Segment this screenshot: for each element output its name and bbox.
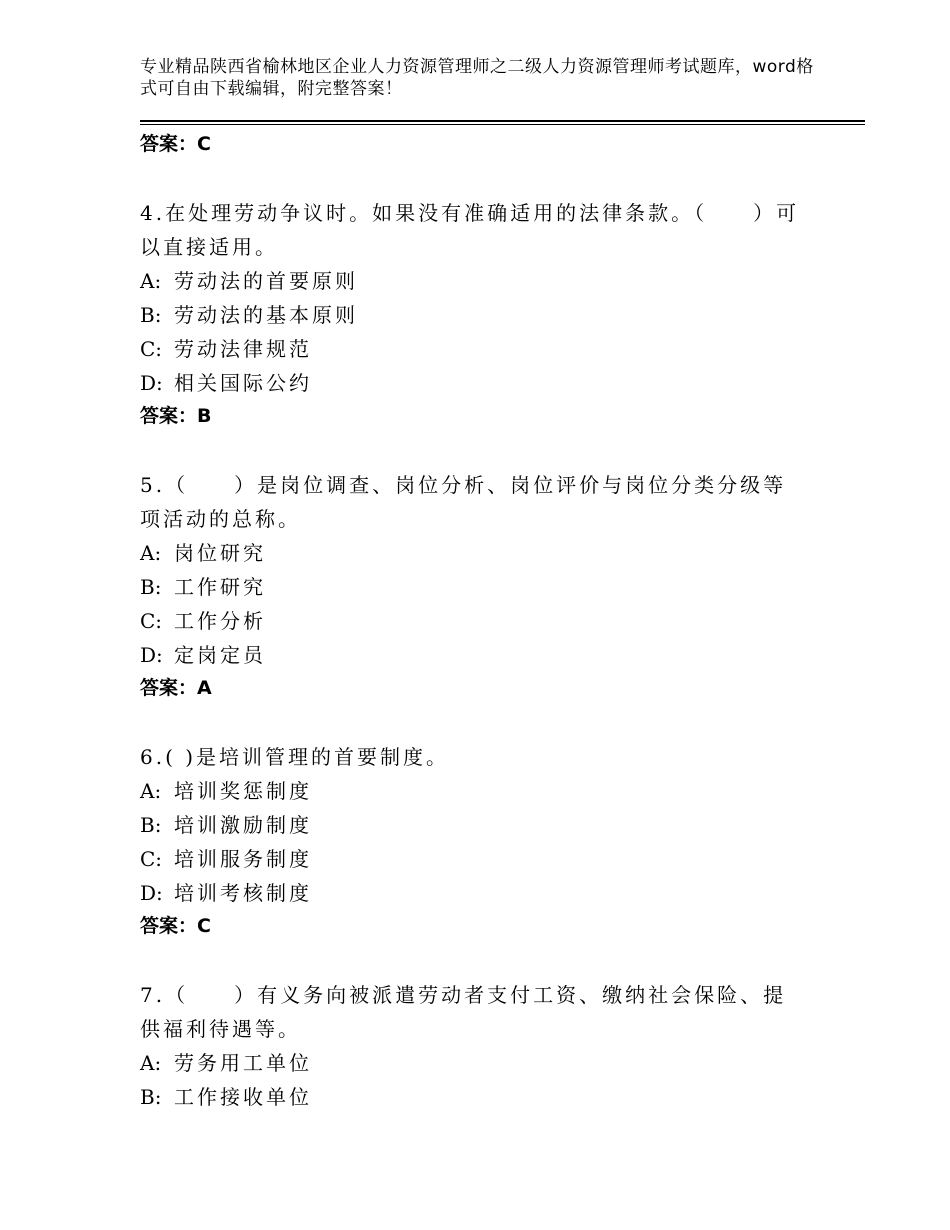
answer: 答案：B (140, 405, 212, 427)
option-b (140, 298, 800, 332)
question-text: 4.在处理劳动争议时。如果没有准确适用的法律条款。（ ）可以直接适用。 (140, 201, 800, 259)
option-b (140, 808, 800, 842)
question-list (140, 128, 800, 1114)
option-text: 相关国际公约 (174, 371, 312, 395)
option-letter: A: (140, 541, 162, 565)
option-b (140, 570, 800, 604)
option-text: 劳动法的首要原则 (174, 269, 358, 293)
question-5 (140, 468, 800, 704)
option-text: 岗位研究 (174, 541, 266, 565)
option-text: 培训奖惩制度 (174, 779, 312, 803)
option-text: 劳动法的基本原则 (174, 303, 358, 327)
option-letter: C: (140, 337, 163, 361)
option-c (140, 332, 800, 366)
option-text: 劳动法律规范 (174, 337, 312, 361)
option-letter: B: (140, 1085, 162, 1109)
option-c (140, 842, 800, 876)
option-a (140, 774, 800, 808)
previous-answer: 答案：C (140, 133, 211, 155)
option-letter: C: (140, 847, 163, 871)
option-letter: A: (140, 269, 162, 293)
option-text: 工作分析 (174, 609, 266, 633)
option-letter: C: (140, 609, 163, 633)
option-letter: B: (140, 575, 162, 599)
option-letter: A: (140, 779, 162, 803)
option-letter: D: (140, 371, 163, 395)
question-text: 7.（ ）有义务向被派遣劳动者支付工资、缴纳社会保险、提供福利待遇等。 (140, 983, 787, 1041)
answer: 答案：A (140, 677, 212, 699)
question-text: 6.( )是培训管理的首要制度。 (140, 745, 450, 769)
answer: 答案：C (140, 915, 211, 937)
option-d (140, 638, 800, 672)
option-b (140, 1080, 800, 1114)
option-text: 工作接收单位 (174, 1085, 312, 1109)
option-text: 培训激励制度 (174, 813, 312, 837)
question-4 (140, 196, 800, 432)
option-d (140, 366, 800, 400)
option-letter: A: (140, 1051, 162, 1075)
option-text: 劳务用工单位 (174, 1051, 312, 1075)
option-c (140, 604, 800, 638)
question-7 (140, 978, 800, 1114)
option-text: 定岗定员 (174, 643, 266, 667)
header-rule-thick (140, 120, 865, 122)
option-a (140, 264, 800, 298)
option-letter: D: (140, 881, 163, 905)
option-text: 培训服务制度 (174, 847, 312, 871)
option-text: 工作研究 (174, 575, 266, 599)
option-letter: D: (140, 643, 163, 667)
question-6 (140, 740, 800, 942)
option-a (140, 536, 800, 570)
option-a (140, 1046, 800, 1080)
document-header: 专业精品陕西省榆林地区企业人力资源管理师之二级人力资源管理师考试题库，word格式可自由下载编辑，附完整答案！ (140, 57, 814, 99)
option-letter: B: (140, 303, 162, 327)
option-d (140, 876, 800, 910)
question-text: 5.（ ）是岗位调查、岗位分析、岗位评价与岗位分类分级等项活动的总称。 (140, 473, 787, 531)
header-rule-thin (140, 124, 865, 125)
option-letter: B: (140, 813, 162, 837)
option-text: 培训考核制度 (174, 881, 312, 905)
